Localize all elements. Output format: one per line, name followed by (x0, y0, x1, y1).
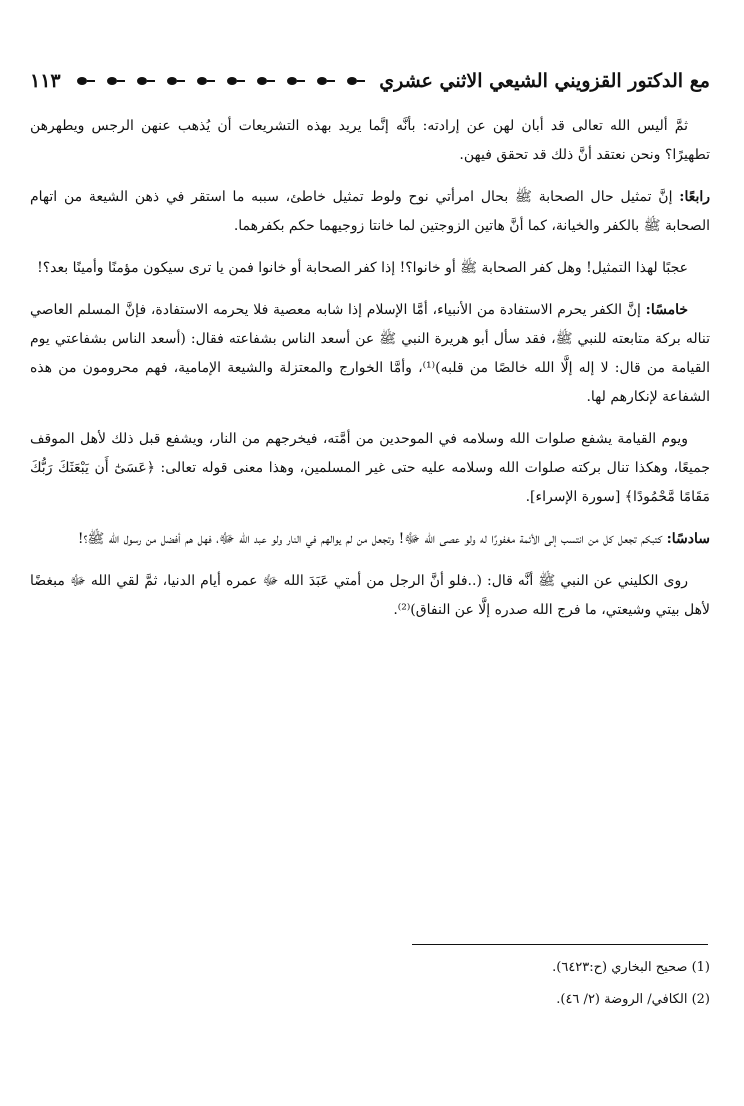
paragraph (30, 254, 710, 283)
running-header (30, 64, 710, 98)
footnote: (1) صحيح البخاري (ح:٦٤٢٣). (552, 960, 710, 975)
paragraph-label: خامسًا: (645, 302, 689, 318)
paragraph-label: سادسًا: (666, 531, 710, 547)
paragraph-text: إنَّ الكفر يحرم الاستفادة من الأنبياء، أمَّا الإسلام إذا شابه معصية فلا يحرمه الاستفادة، فإنَّ المسلم العاصي تناله بركة متابعته للنبي ﷺ، فقد سأل أبو هريرة النبي ﷺ عن أسعد الناس بشفاعته فقال: (أسعد الناس بشفاعتي يوم القيامة من قال: لا إله إلَّا الله خالصًا من قلبه)⁽¹⁾، وأمَّا الخوارج والمعتزلة والشيعة الإمامية، فهم محرومون من هذه الشفاعة لإنكارهم لها. (30, 302, 710, 405)
paragraph (30, 183, 710, 241)
paragraph-text: كتبكم تجعل كل من انتسب إلى الأئمة مغفورًا له ولو عصى الله ﷻ! وتجعل من لم يوالهم في النار ولو عبد الله ﷻ، فهل هم أفضل من رسول الله ﷺ؟! (77, 531, 663, 547)
ornament-mark (315, 77, 335, 85)
ornament-mark (285, 77, 305, 85)
paragraph-text: ثمَّ أليس الله تعالى قد أبان لهن عن إرادته: بأنَّه إنَّما يريد بهذه التشريعات أن يُذهب عنهن الرجس ويطهرهن تطهيرًا؟ ونحن نعتقد أنَّ ذلك قد تحقق فيهن. (30, 118, 710, 163)
ornament-mark (75, 77, 95, 85)
header-ornament (71, 77, 370, 85)
footnotes (30, 952, 710, 1016)
paragraph (30, 567, 710, 625)
paragraph-text: عجبًا لهذا التمثيل! وهل كفر الصحابة ﷺ أو خانوا؟! إذا كفر الصحابة أو خانوا فمن يا ترى سيكون مؤمنًا وأمينًا بعد؟! (37, 260, 688, 276)
paragraph (30, 296, 710, 412)
paragraph-text: روى الكليني عن النبي ﷺ أنَّه قال: (..فلو أنَّ الرجل من أمتي عَبَدَ الله ﷻ عمره أيام الدنيا، ثمَّ لقي الله ﷻ مبغضًا لأهل بيتي وشيعتي، ما فرج الله صدره إلَّا عن النفاق)⁽²⁾. (30, 573, 710, 618)
footnote: (2) الكافي/ الروضة (٢/ ٤٦). (556, 992, 710, 1007)
page-body (30, 112, 710, 638)
paragraph (30, 525, 710, 554)
ornament-mark (225, 77, 245, 85)
page-number: ١١٣ (30, 70, 61, 92)
ornament-mark (195, 77, 215, 85)
paragraph-label: رابعًا: (679, 189, 711, 205)
running-title: مع الدكتور القزويني الشيعي الاثني عشري (379, 70, 710, 92)
ornament-mark (345, 77, 365, 85)
paragraph (30, 112, 710, 170)
ornament-mark (255, 77, 275, 85)
paragraph-text: ويوم القيامة يشفع صلوات الله وسلامه في الموحدين من أمَّته، فيخرجهم من النار، ويشفع قبل ذلك لأهل الموقف جميعًا، وهكذا تنال بركته صلوات الله وسلامه عليه حتى غير المسلمين، وهذا معنى قوله تعالى: ﴿عَسَىٰٓ أَن يَبْعَثَكَ رَبُّكَ مَقَامًا مَّحْمُودًا﴾ [سورة الإسراء]. (30, 431, 710, 505)
ornament-mark (135, 77, 155, 85)
footnote-divider (412, 944, 708, 945)
ornament-mark (105, 77, 125, 85)
paragraph (30, 425, 710, 512)
paragraph-text: إنَّ تمثيل حال الصحابة ﷺ بحال امرأتي نوح ولوط تمثيل خاطئ، سببه ما استقر في ذهن الشيعة من اتهام الصحابة ﷺ بالكفر والخيانة، كما أنَّ هاتين الزوجتين لما خانتا زوجيهما حكم بكفرهما. (30, 189, 710, 234)
ornament-mark (165, 77, 185, 85)
